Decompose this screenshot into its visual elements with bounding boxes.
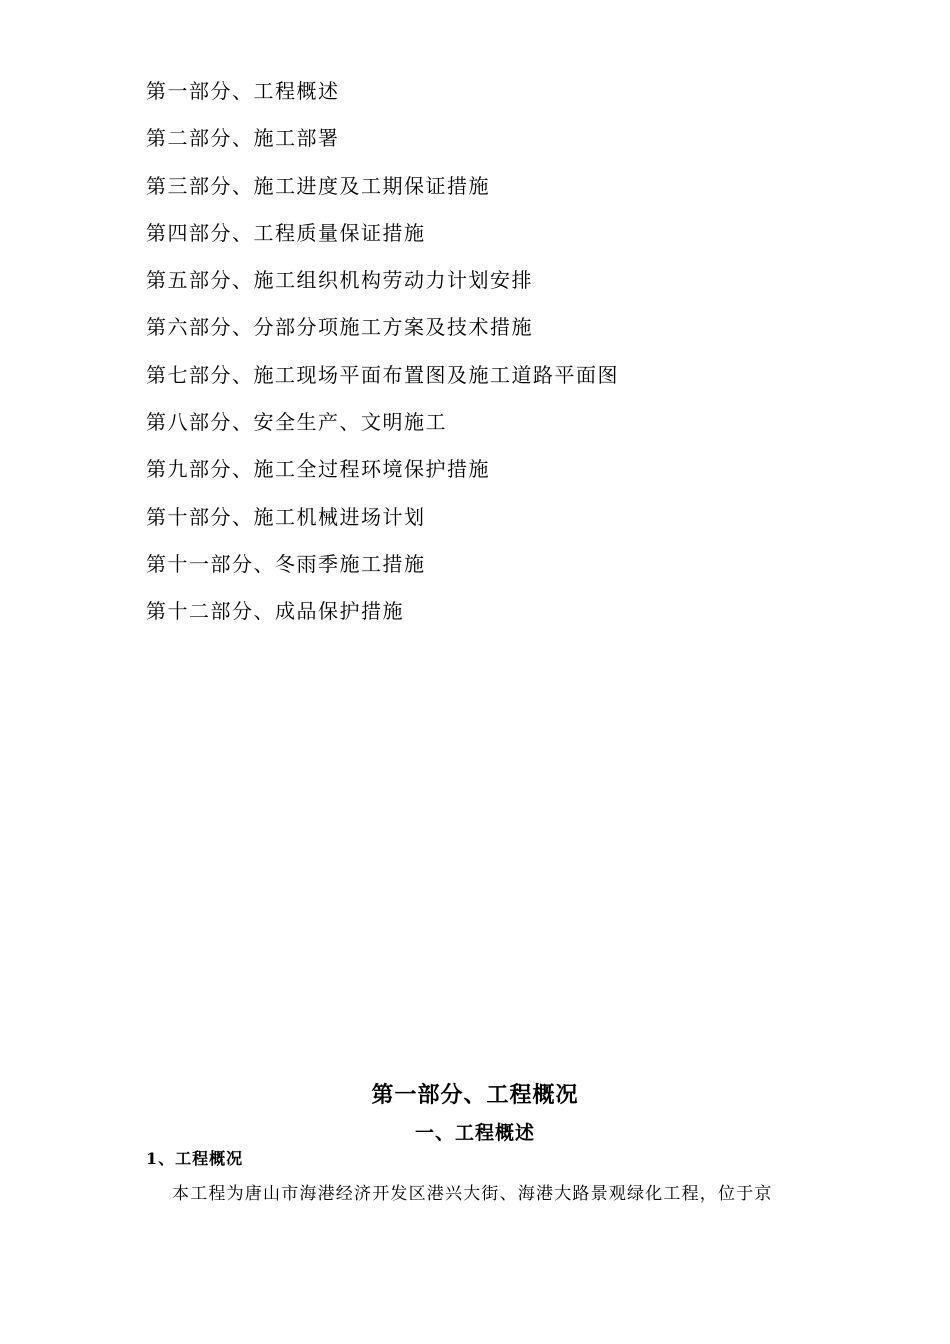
toc-item-12: 第十二部分、成品保护措施 bbox=[146, 599, 404, 624]
part-title: 第一部分、工程概况 bbox=[371, 1082, 579, 1108]
toc-item-7: 第七部分、施工现场平面布置图及施工道路平面图 bbox=[146, 362, 619, 387]
toc-item-2: 第二部分、施工部署 bbox=[146, 126, 340, 151]
toc-item-1: 第一部分、工程概述 bbox=[146, 79, 340, 103]
table-of-contents bbox=[146, 77, 619, 645]
toc-item-3: 第三部分、施工进度及工期保证措施 bbox=[146, 173, 490, 198]
toc-item-5: 第五部分、施工组织机构劳动力计划安排 bbox=[146, 268, 533, 293]
toc-item-10: 第十部分、施工机械进场计划 bbox=[146, 504, 426, 529]
toc-item-11: 第十一部分、冬雨季施工措施 bbox=[146, 551, 426, 576]
toc-item-6: 第六部分、分部分项施工方案及技术措施 bbox=[146, 315, 533, 340]
subsection-title: 1、工程概况 bbox=[146, 1149, 244, 1168]
body-paragraph: 本工程为唐山市海港经济开发区港兴大街、海港大路景观绿化工程，位于京 bbox=[172, 1184, 773, 1204]
toc-item-9: 第九部分、施工全过程环境保护措施 bbox=[146, 457, 490, 482]
section-title: 一、工程概述 bbox=[414, 1122, 535, 1144]
toc-item-4: 第四部分、工程质量保证措施 bbox=[146, 220, 426, 245]
toc-item-8: 第八部分、安全生产、文明施工 bbox=[146, 410, 447, 435]
